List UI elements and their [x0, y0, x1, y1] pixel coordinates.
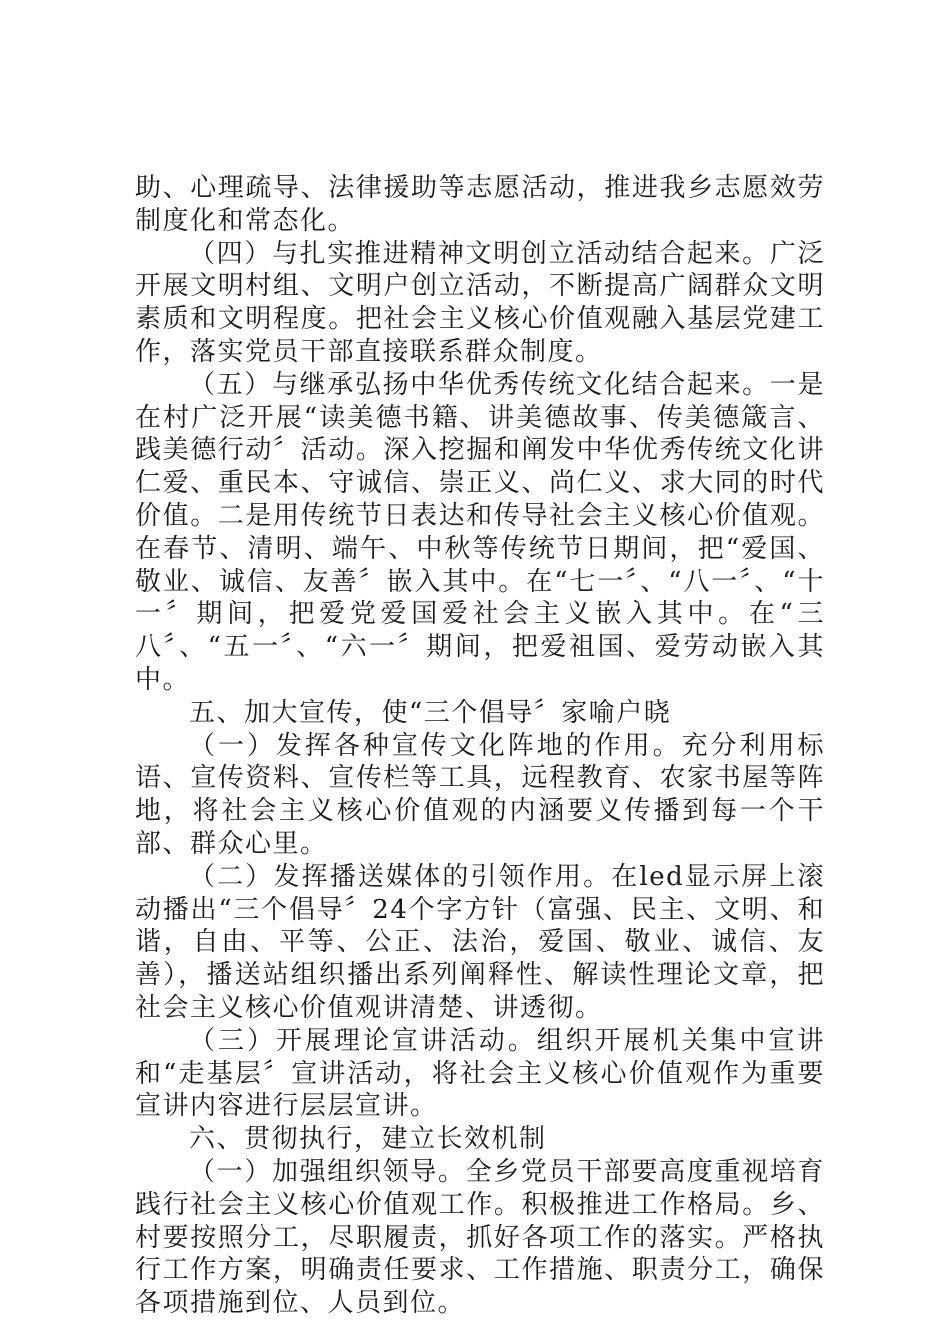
section-heading-6: 六、贯彻执行，建立长效机制	[189, 1124, 547, 1155]
paragraph-5-3: （三）开展理论宣讲活动。组织开展机关集中宣讲和“走基层〞宣讲活动，将社会主义核心价值观作为重要宣讲内容进行层层宣讲。	[135, 1025, 825, 1122]
section-heading-5: 五、加大宣传，使“三个倡导〞家喻户晓	[189, 697, 672, 728]
paragraph-5-1: （一）发挥各种宣传文化阵地的作用。充分利用标语、宣传资料、宣传栏等工具，远程教育、农家书屋等阵地，将社会主义核心价值观的内涵要义传播到每一个干部、群众心里。	[135, 730, 825, 859]
paragraph-5-2: （二）发挥播送媒体的引领作用。在led显示屏上滚动播出“三个倡导〞24个字方针（富强、民主、文明、和谐，自由、平等、公正、法治，爱国、敬业、诚信、友善），播送站组织播出系列阐释性、解读性理论文章，把社会主义核心价值观讲清楚、讲透彻。	[135, 861, 825, 1023]
paragraph-continuation: 助、心理疏导、法律援助等志愿活动，推进我乡志愿效劳制度化和常态化。	[135, 173, 825, 236]
document-body	[135, 172, 825, 1320]
paragraph-item-4: （四）与扎实推进精神文明创立活动结合起来。广泛开展文明村组、文明户创立活动，不断提高广阔群众文明素质和文明程度。把社会主义核心价值观融入基层党建工作，落实党员干部直接联系群众制度。	[135, 238, 825, 367]
paragraph-item-5: （五）与继承弘扬中华优秀传统文化结合起来。一是在村广泛开展“读美德书籍、讲美德故事、传美德箴言、践美德行动〞活动。深入挖掘和阐发中华优秀传统文化讲仁爱、重民本、守诚信、崇正义、尚仁义、求大同的时代价值。二是用传统节日表达和传导社会主义核心价值观。在春节、清明、端午、中秋等传统节日期间，把“爱国、敬业、诚信、友善〞嵌入其中。在“七一〞、“八一〞、“十一〞期间，把爱党爱国爱社会主义嵌入其中。在“三八〞、“五一〞、“六一〞期间，把爱祖国、爱劳动嵌入其中。	[135, 369, 825, 695]
paragraph-6-1: （一）加强组织领导。全乡党员干部要高度重视培育践行社会主义核心价值观工作。积极推进工作格局。乡、村要按照分工，尽职履责，抓好各项工作的落实。严格执行工作方案，明确责任要求、工作措施、职责分工，确保各项措施到位、人员到位。	[135, 1156, 825, 1319]
